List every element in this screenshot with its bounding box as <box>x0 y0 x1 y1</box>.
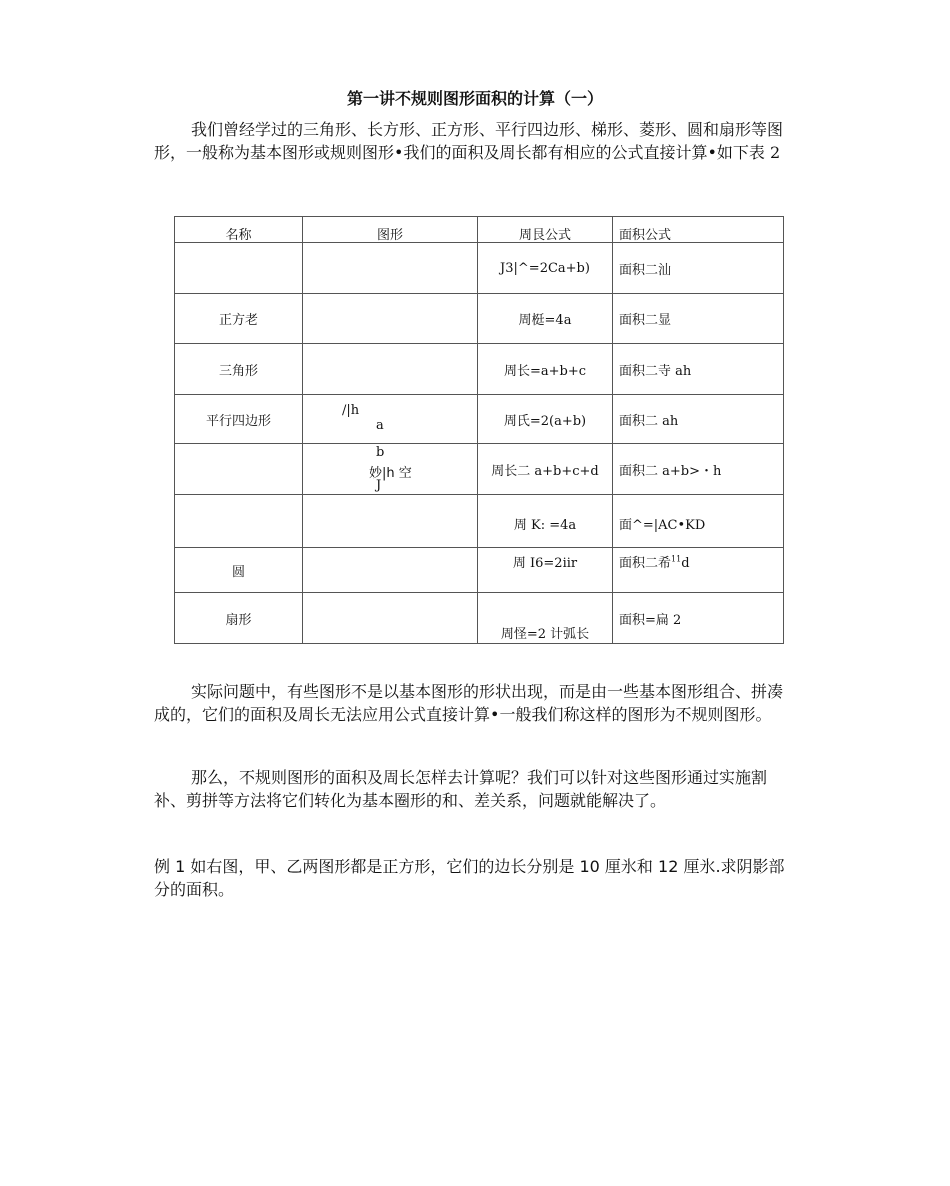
example-number: 12 <box>658 857 679 876</box>
area-formula: 面积二 a+b>・h <box>613 444 784 495</box>
example-text: 如右图，甲、乙两图形都是正方形，它们的边长分别是 <box>185 857 580 876</box>
perimeter-text: 周怪=2 计弧长 <box>500 627 590 642</box>
shape-name <box>175 495 303 548</box>
area-formula-end: d <box>681 556 690 571</box>
perimeter-formula: 周梃=4a <box>478 294 613 344</box>
shape-figure <box>303 294 478 344</box>
shape-name <box>175 444 303 495</box>
table-row <box>175 593 784 644</box>
example-paragraph <box>154 855 798 901</box>
header-perimeter: 周艮公式 <box>478 217 613 243</box>
header-name: 名称 <box>175 217 303 243</box>
table-row <box>175 495 784 548</box>
shape-figure <box>303 593 478 644</box>
table-row <box>175 344 784 395</box>
area-formula-text: 面积二希 <box>619 556 672 571</box>
shape-name: 圆 <box>175 548 303 593</box>
area-formula: 面积二 ah <box>613 395 784 444</box>
paragraph-method: 那么，不规则图形的面积及周长怎样去计算呢？我们可以针对这些图形通过实施割补、剪拼等方法将它们转化为基本圈形的和、差关系，问题就能解决了。 <box>154 768 768 810</box>
table-row <box>175 548 784 593</box>
table-row <box>175 243 784 294</box>
table-row <box>175 395 784 444</box>
perimeter-formula: 周长二 a+b+c+d <box>478 444 613 495</box>
shape-figure <box>303 548 478 593</box>
perimeter-formula: J3|^=2Ca+b) <box>478 243 613 294</box>
shape-name: 三角形 <box>175 344 303 395</box>
area-formula <box>613 548 784 593</box>
perimeter-formula: 周氏=2(a+b) <box>478 395 613 444</box>
page-title: 第一讲不规则图形面积的计算（一） <box>346 89 603 108</box>
shape-name: 扇形 <box>175 593 303 644</box>
area-formula: 面积二显 <box>613 294 784 344</box>
shape-name <box>175 243 303 294</box>
perimeter-formula: 周长=a+b+c <box>478 344 613 395</box>
table-row <box>175 294 784 344</box>
area-formula: 面^=|AC•KD <box>613 495 784 548</box>
shape-figure-parallelogram <box>303 395 478 444</box>
example-text: 例 <box>154 857 176 876</box>
shape-figure-trapezoid <box>303 444 478 495</box>
shape-figure <box>303 243 478 294</box>
intro-paragraph: 我们曾经学过的三角形、长方形、正方形、平行四边形、梯形、菱形、圆和扇形等图形，一般称为基本图形或规则图形•我们的面积及周长都有相应的公式直接计算•如下表 2 <box>154 120 784 162</box>
figure-label: a <box>376 418 384 433</box>
example-text: 厘氷和 <box>599 857 659 876</box>
table-row <box>175 444 784 495</box>
area-formula: 面积=扁 2 <box>613 593 784 644</box>
shape-figure <box>303 344 478 395</box>
shape-name: 正方老 <box>175 294 303 344</box>
example-number: 1 <box>175 857 186 876</box>
area-formula: 面积二寺 ah <box>613 344 784 395</box>
example-text: 厘氷.求阴影部分的面积。 <box>154 857 785 899</box>
figure-label: /|h <box>342 403 360 418</box>
perimeter-formula: 周 I6=2iir <box>478 548 613 593</box>
table-header-row <box>175 217 784 243</box>
perimeter-formula <box>478 593 613 644</box>
figure-label: b <box>376 445 385 460</box>
figure-label: 妙|h 空 <box>369 466 412 481</box>
paragraph-irregular-definition: 实际问题中，有些图形不是以基本图形的形状出现，而是由一些基本图形组合、拼凑成的，它们的面积及周长无法应用公式直接计算•一般我们称这样的图形为不规则图形。 <box>154 682 784 724</box>
formula-table <box>174 216 784 644</box>
figure-label: J <box>376 478 382 493</box>
header-figure: 图形 <box>303 217 478 243</box>
header-area: 面积公式 <box>613 217 784 243</box>
shape-figure <box>303 495 478 548</box>
example-number: 10 <box>579 857 600 876</box>
area-formula: 面积二汕 <box>613 243 784 294</box>
shape-name: 平行四边形 <box>175 395 303 444</box>
perimeter-formula: 周 K: =4a <box>478 495 613 548</box>
area-formula-sup: 11 <box>671 554 682 564</box>
